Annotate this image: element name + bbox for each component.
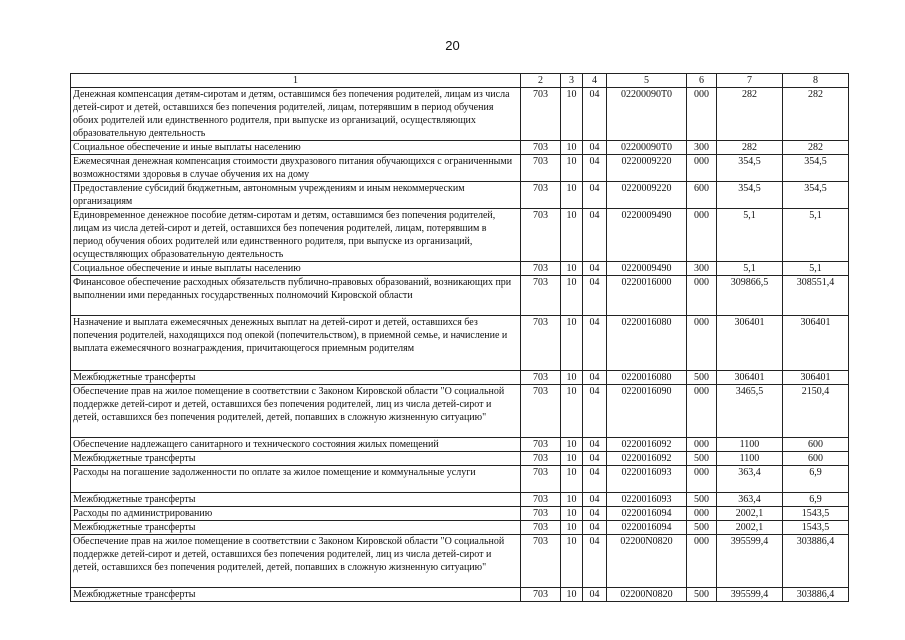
cell-target-article: 0220016092 <box>607 452 687 466</box>
cell-expense-type: 500 <box>687 493 717 507</box>
table-row <box>71 182 849 209</box>
cell-plan: 282 <box>717 141 783 155</box>
cell-admin-code: 703 <box>521 385 561 438</box>
column-header: 2 <box>521 74 561 88</box>
row-name: Межбюджетные трансферты <box>71 521 521 535</box>
table-header-row <box>71 74 849 88</box>
cell-actual: 2150,4 <box>783 385 849 438</box>
cell-plan: 3465,5 <box>717 385 783 438</box>
cell-plan: 306401 <box>717 371 783 385</box>
cell-target-article: 0220016080 <box>607 371 687 385</box>
row-name: Обеспечение прав на жилое помещение в соответствии с Законом Кировской области "О социальной поддержке детей-сирот и детей, оставшихся без попечения родителей, лиц из числа детей-сирот и детей, оставшихся без попечения родителей, детей, попавших в сложную жизненную ситуацию" <box>71 535 521 588</box>
cell-plan: 306401 <box>717 316 783 371</box>
cell-subsection: 04 <box>583 438 607 452</box>
row-name: Межбюджетные трансферты <box>71 452 521 466</box>
row-name: Социальное обеспечение и иные выплаты населению <box>71 262 521 276</box>
cell-plan: 363,4 <box>717 493 783 507</box>
cell-plan: 1100 <box>717 452 783 466</box>
table-row <box>71 209 849 262</box>
cell-admin-code: 703 <box>521 493 561 507</box>
row-name: Межбюджетные трансферты <box>71 493 521 507</box>
cell-expense-type: 500 <box>687 588 717 602</box>
row-name: Обеспечение прав на жилое помещение в соответствии с Законом Кировской области "О социальной поддержке детей-сирот и детей, оставшихся без попечения родителей, лиц из числа детей-сирот и детей, оставшихся без попечения родителей, детей, попавших в сложную жизненную ситуацию" <box>71 385 521 438</box>
cell-target-article: 0220016094 <box>607 507 687 521</box>
cell-subsection: 04 <box>583 493 607 507</box>
cell-target-article: 0220016000 <box>607 276 687 316</box>
column-header: 1 <box>71 74 521 88</box>
cell-admin-code: 703 <box>521 155 561 182</box>
cell-expense-type: 000 <box>687 466 717 493</box>
column-header: 3 <box>561 74 583 88</box>
cell-subsection: 04 <box>583 452 607 466</box>
cell-target-article: 0220016093 <box>607 466 687 493</box>
cell-admin-code: 703 <box>521 438 561 452</box>
cell-section: 10 <box>561 535 583 588</box>
cell-actual: 5,1 <box>783 262 849 276</box>
table-row <box>71 588 849 602</box>
cell-actual: 354,5 <box>783 155 849 182</box>
cell-subsection: 04 <box>583 276 607 316</box>
column-header: 7 <box>717 74 783 88</box>
cell-subsection: 04 <box>583 316 607 371</box>
cell-section: 10 <box>561 141 583 155</box>
cell-expense-type: 300 <box>687 262 717 276</box>
cell-subsection: 04 <box>583 88 607 141</box>
cell-expense-type: 000 <box>687 155 717 182</box>
cell-target-article: 0220016093 <box>607 493 687 507</box>
cell-plan: 395599,4 <box>717 588 783 602</box>
cell-target-article: 0220009220 <box>607 182 687 209</box>
cell-section: 10 <box>561 155 583 182</box>
cell-section: 10 <box>561 588 583 602</box>
cell-target-article: 0220016094 <box>607 521 687 535</box>
cell-plan: 354,5 <box>717 155 783 182</box>
cell-target-article: 0220016080 <box>607 316 687 371</box>
row-name: Денежная компенсация детям-сиротам и детям, оставшимся без попечения родителей, лицам из числа детей-сирот и детей, оставшихся без попечения родителей, лицам, потерявшим в период обучения обоих родителей или единственного родителя, при выпуске из организаций, осуществляющих образовательную деятельность <box>71 88 521 141</box>
table-row <box>71 141 849 155</box>
column-header: 5 <box>607 74 687 88</box>
cell-expense-type: 000 <box>687 507 717 521</box>
cell-subsection: 04 <box>583 521 607 535</box>
row-name: Единовременное денежное пособие детям-сиротам и детям, оставшимся без попечения родителей, лицам из числа детей-сирот и детей, оставшихся без попечения родителей, лицам, потерявшим в период обучения обоих родителей или единственного родителя, при выпуске из организаций, осуществляющих образовательную деятельность <box>71 209 521 262</box>
cell-admin-code: 703 <box>521 316 561 371</box>
cell-expense-type: 000 <box>687 438 717 452</box>
cell-actual: 600 <box>783 438 849 452</box>
cell-admin-code: 703 <box>521 521 561 535</box>
table-row <box>71 507 849 521</box>
cell-section: 10 <box>561 466 583 493</box>
cell-section: 10 <box>561 452 583 466</box>
cell-expense-type: 500 <box>687 371 717 385</box>
cell-target-article: 02200N0820 <box>607 535 687 588</box>
cell-plan: 363,4 <box>717 466 783 493</box>
cell-expense-type: 300 <box>687 141 717 155</box>
cell-target-article: 0220016092 <box>607 438 687 452</box>
row-name: Финансовое обеспечение расходных обязательств публично-правовых образований, возникающих при выполнении ими переданных государственных полномочий Кировской области <box>71 276 521 316</box>
cell-plan: 5,1 <box>717 262 783 276</box>
cell-plan: 282 <box>717 88 783 141</box>
cell-actual: 306401 <box>783 316 849 371</box>
cell-subsection: 04 <box>583 209 607 262</box>
cell-section: 10 <box>561 276 583 316</box>
row-name: Предоставление субсидий бюджетным, автономным учреждениям и иным некоммерческим организациям <box>71 182 521 209</box>
cell-actual: 6,9 <box>783 493 849 507</box>
table-row <box>71 438 849 452</box>
row-name: Обеспечение надлежащего санитарного и технического состояния жилых помещений <box>71 438 521 452</box>
cell-actual: 303886,4 <box>783 588 849 602</box>
cell-actual: 282 <box>783 141 849 155</box>
cell-admin-code: 703 <box>521 276 561 316</box>
table-row <box>71 88 849 141</box>
table-row <box>71 521 849 535</box>
cell-admin-code: 703 <box>521 141 561 155</box>
cell-subsection: 04 <box>583 535 607 588</box>
cell-admin-code: 703 <box>521 262 561 276</box>
cell-target-article: 0220016090 <box>607 385 687 438</box>
table-row <box>71 493 849 507</box>
cell-expense-type: 500 <box>687 452 717 466</box>
cell-section: 10 <box>561 507 583 521</box>
cell-actual: 303886,4 <box>783 535 849 588</box>
cell-section: 10 <box>561 371 583 385</box>
table-row <box>71 535 849 588</box>
cell-subsection: 04 <box>583 262 607 276</box>
cell-plan: 354,5 <box>717 182 783 209</box>
cell-actual: 1543,5 <box>783 507 849 521</box>
cell-subsection: 04 <box>583 588 607 602</box>
cell-section: 10 <box>561 493 583 507</box>
cell-admin-code: 703 <box>521 371 561 385</box>
cell-actual: 354,5 <box>783 182 849 209</box>
cell-subsection: 04 <box>583 182 607 209</box>
cell-section: 10 <box>561 385 583 438</box>
cell-admin-code: 703 <box>521 535 561 588</box>
cell-section: 10 <box>561 316 583 371</box>
column-header: 4 <box>583 74 607 88</box>
cell-target-article: 02200090Т0 <box>607 88 687 141</box>
table-row <box>71 316 849 371</box>
table-row <box>71 466 849 493</box>
cell-section: 10 <box>561 182 583 209</box>
table-row <box>71 452 849 466</box>
cell-section: 10 <box>561 209 583 262</box>
cell-plan: 309866,5 <box>717 276 783 316</box>
cell-plan: 5,1 <box>717 209 783 262</box>
cell-admin-code: 703 <box>521 588 561 602</box>
cell-target-article: 02200N0820 <box>607 588 687 602</box>
cell-subsection: 04 <box>583 371 607 385</box>
cell-plan: 2002,1 <box>717 521 783 535</box>
row-name: Назначение и выплата ежемесячных денежных выплат на детей-сирот и детей, оставшихся без попечения родителей, находящихся под опекой (попечительством), в приемной семье, и начисление и выплата ежемесячного вознаграждения, причитающегося приемным родителям <box>71 316 521 371</box>
cell-admin-code: 703 <box>521 182 561 209</box>
row-name: Ежемесячная денежная компенсация стоимости двухразового питания обучающихся с ограниченными возможностями здоровья в случае обучения их на дому <box>71 155 521 182</box>
cell-admin-code: 703 <box>521 209 561 262</box>
cell-expense-type: 000 <box>687 316 717 371</box>
cell-subsection: 04 <box>583 141 607 155</box>
cell-expense-type: 000 <box>687 209 717 262</box>
cell-target-article: 0220009490 <box>607 262 687 276</box>
cell-plan: 1100 <box>717 438 783 452</box>
cell-section: 10 <box>561 521 583 535</box>
row-name: Расходы на погашение задолженности по оплате за жилое помещение и коммунальные услуги <box>71 466 521 493</box>
cell-admin-code: 703 <box>521 452 561 466</box>
cell-subsection: 04 <box>583 155 607 182</box>
table-row <box>71 371 849 385</box>
cell-target-article: 02200090Т0 <box>607 141 687 155</box>
cell-expense-type: 000 <box>687 276 717 316</box>
cell-actual: 1543,5 <box>783 521 849 535</box>
cell-target-article: 0220009490 <box>607 209 687 262</box>
cell-actual: 6,9 <box>783 466 849 493</box>
cell-actual: 600 <box>783 452 849 466</box>
table-row <box>71 262 849 276</box>
cell-admin-code: 703 <box>521 466 561 493</box>
cell-expense-type: 000 <box>687 535 717 588</box>
cell-expense-type: 000 <box>687 385 717 438</box>
page-number: 20 <box>445 38 460 53</box>
cell-section: 10 <box>561 88 583 141</box>
row-name: Межбюджетные трансферты <box>71 588 521 602</box>
cell-expense-type: 000 <box>687 88 717 141</box>
row-name: Расходы по администрированию <box>71 507 521 521</box>
cell-plan: 2002,1 <box>717 507 783 521</box>
budget-table <box>70 73 849 602</box>
row-name: Межбюджетные трансферты <box>71 371 521 385</box>
cell-subsection: 04 <box>583 466 607 493</box>
cell-section: 10 <box>561 262 583 276</box>
column-header: 6 <box>687 74 717 88</box>
cell-actual: 306401 <box>783 371 849 385</box>
cell-expense-type: 600 <box>687 182 717 209</box>
table-row <box>71 155 849 182</box>
cell-expense-type: 500 <box>687 521 717 535</box>
table-row <box>71 276 849 316</box>
cell-admin-code: 703 <box>521 507 561 521</box>
cell-subsection: 04 <box>583 507 607 521</box>
cell-section: 10 <box>561 438 583 452</box>
cell-plan: 395599,4 <box>717 535 783 588</box>
cell-actual: 282 <box>783 88 849 141</box>
cell-actual: 308551,4 <box>783 276 849 316</box>
table-row <box>71 385 849 438</box>
column-header: 8 <box>783 74 849 88</box>
row-name: Социальное обеспечение и иные выплаты населению <box>71 141 521 155</box>
cell-subsection: 04 <box>583 385 607 438</box>
cell-actual: 5,1 <box>783 209 849 262</box>
cell-target-article: 0220009220 <box>607 155 687 182</box>
cell-admin-code: 703 <box>521 88 561 141</box>
